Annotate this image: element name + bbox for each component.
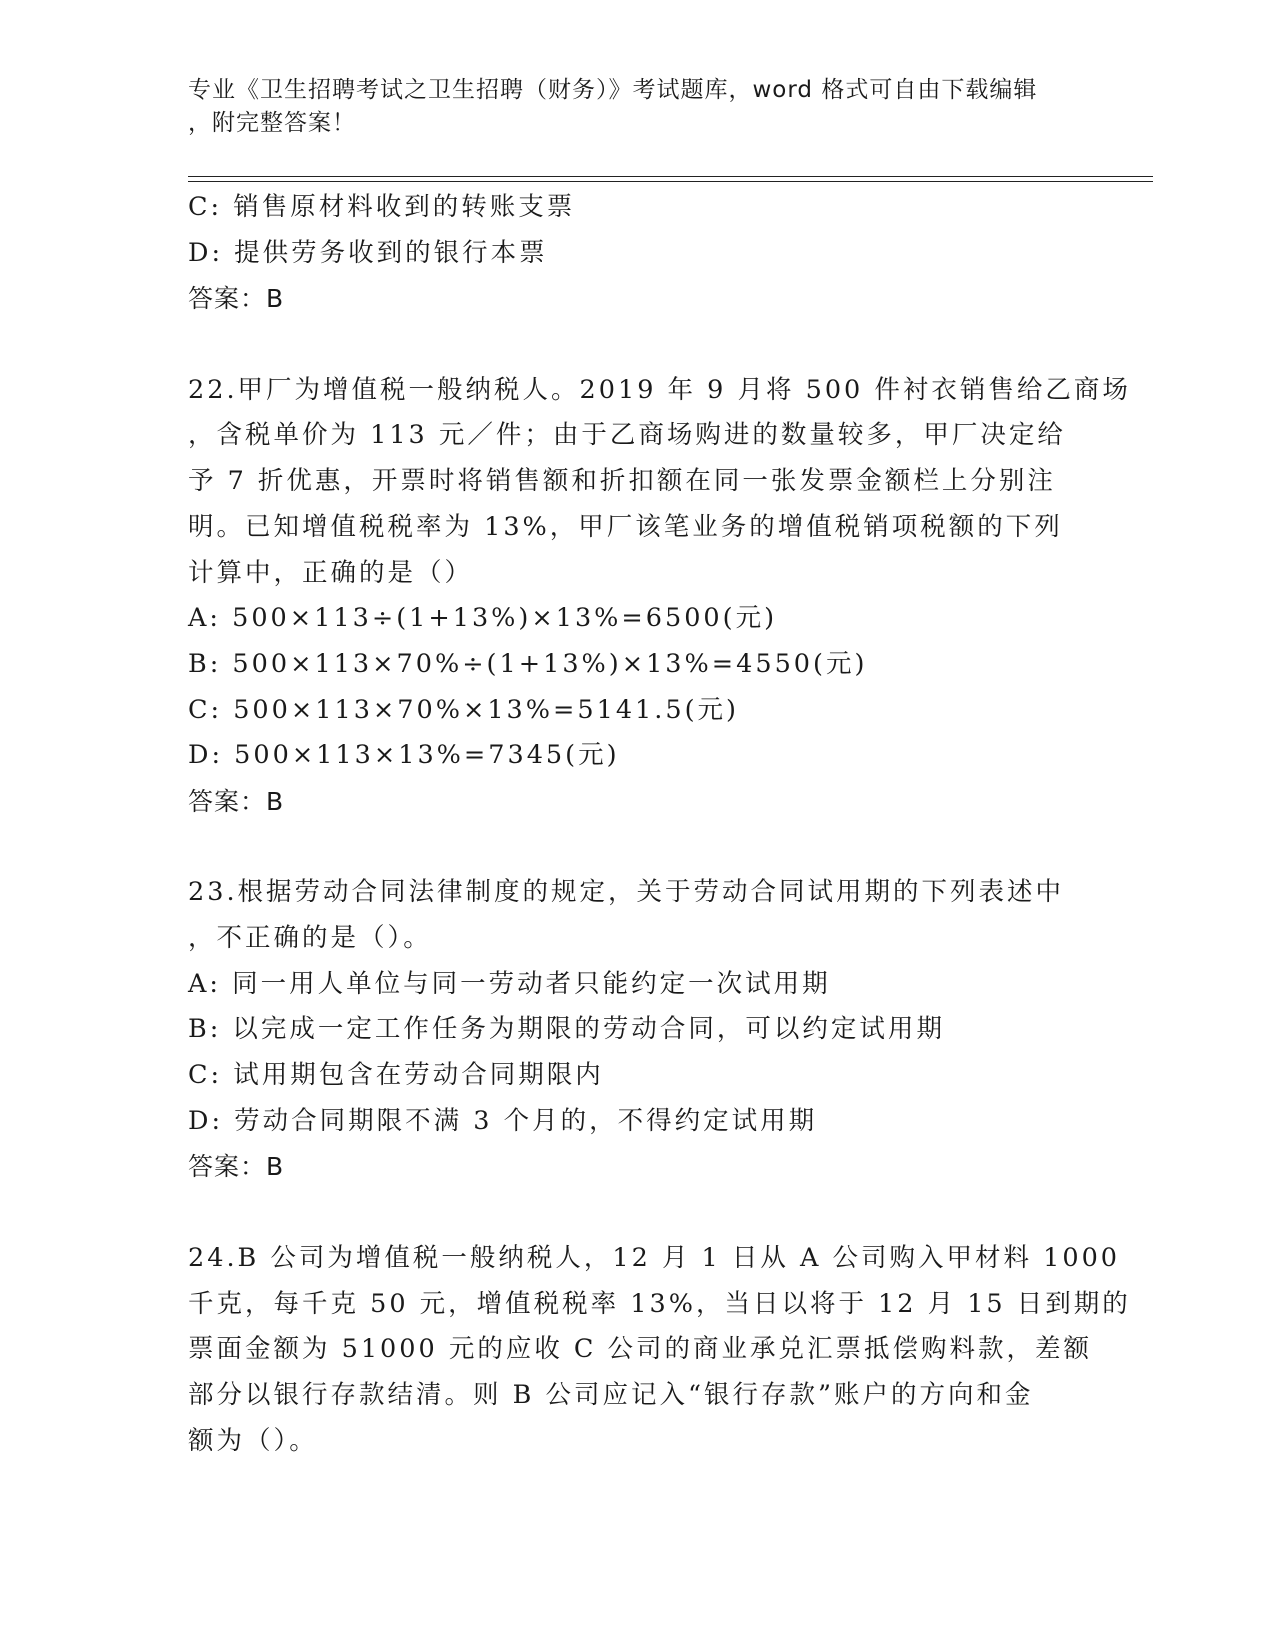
option-c: C: 500×113×70%×13%=5141.5(元)	[188, 694, 739, 725]
option-b: B: 500×113×70%÷(1+13%)×13%=4550(元)	[188, 648, 868, 679]
option-b: B: 以完成一定工作任务为期限的劳动合同，可以约定试用期	[188, 1014, 945, 1045]
page-header	[188, 74, 1088, 140]
question-24	[188, 1236, 1131, 1464]
spacer	[188, 825, 1088, 871]
question-stem-line: ，含税单价为 113 元／件；由于乙商场购进的数量较多，甲厂决定给	[188, 420, 1066, 451]
option-c: C: 销售原材料收到的转账支票	[188, 192, 576, 222]
question-22	[188, 368, 1131, 825]
header-rule-bottom	[188, 181, 1153, 182]
answer-line: 答案：B	[188, 786, 285, 816]
header-line-2: ，附完整答案！	[188, 110, 356, 136]
answer-line: 答案：B	[188, 284, 285, 314]
option-d: D: 劳动合同期限不满 3 个月的，不得约定试用期	[188, 1105, 818, 1136]
question-stem-line: 22.甲厂为增值税一般纳税人。2019 年 9 月将 500 件衬衣销售给乙商场	[188, 374, 1131, 405]
option-a: A: 同一用人单位与同一劳动者只能约定一次试用期	[188, 968, 831, 999]
question-stem-line: 24.B 公司为增值税一般纳税人，12 月 1 日从 A 公司购入甲材料 1000	[188, 1242, 1121, 1273]
document-body	[188, 185, 1131, 1464]
option-d: D: 500×113×13%=7345(元)	[188, 740, 620, 771]
question-stem-line: 予 7 折优惠，开票时将销售额和折扣额在同一张发票金额栏上分别注	[188, 466, 1056, 497]
option-c: C: 试用期包含在劳动合同期限内	[188, 1060, 604, 1091]
question-stem-line: 票面金额为 51000 元的应收 C 公司的商业承兑汇票抵偿购料款，差额	[188, 1334, 1093, 1365]
question-stem-line: 23.根据劳动合同法律制度的规定，关于劳动合同试用期的下列表述中	[188, 877, 1065, 908]
header-rule-top	[188, 176, 1153, 177]
answer-line: 答案：B	[188, 1152, 285, 1182]
question-stem-line: ，不正确的是（）。	[188, 923, 432, 953]
question-stem-line: 计算中，正确的是（）	[188, 557, 474, 588]
option-a: A: 500×113÷(1+13%)×13%=6500(元)	[188, 603, 778, 634]
question-stem-line: 额为（）。	[188, 1425, 318, 1456]
spacer	[188, 322, 1088, 368]
spacer	[188, 1190, 1088, 1236]
question-stem-line: 千克，每千克 50 元，增值税税率 13%，当日以将于 12 月 15 日到期的	[188, 1288, 1131, 1319]
option-d: D: 提供劳务收到的银行本票	[188, 237, 548, 268]
question-stem-line: 明。已知增值税税率为 13%，甲厂该笔业务的增值税销项税额的下列	[188, 511, 1063, 542]
header-line-1: 专业《卫生招聘考试之卫生招聘（财务）》考试题库，word 格式可自由下载编辑	[188, 77, 1038, 103]
question-stem-line: 部分以银行存款结清。则 B 公司应记入“银行存款”账户的方向和金	[188, 1379, 1034, 1410]
question-21-continuation	[188, 185, 1088, 322]
question-23	[188, 870, 1088, 1190]
